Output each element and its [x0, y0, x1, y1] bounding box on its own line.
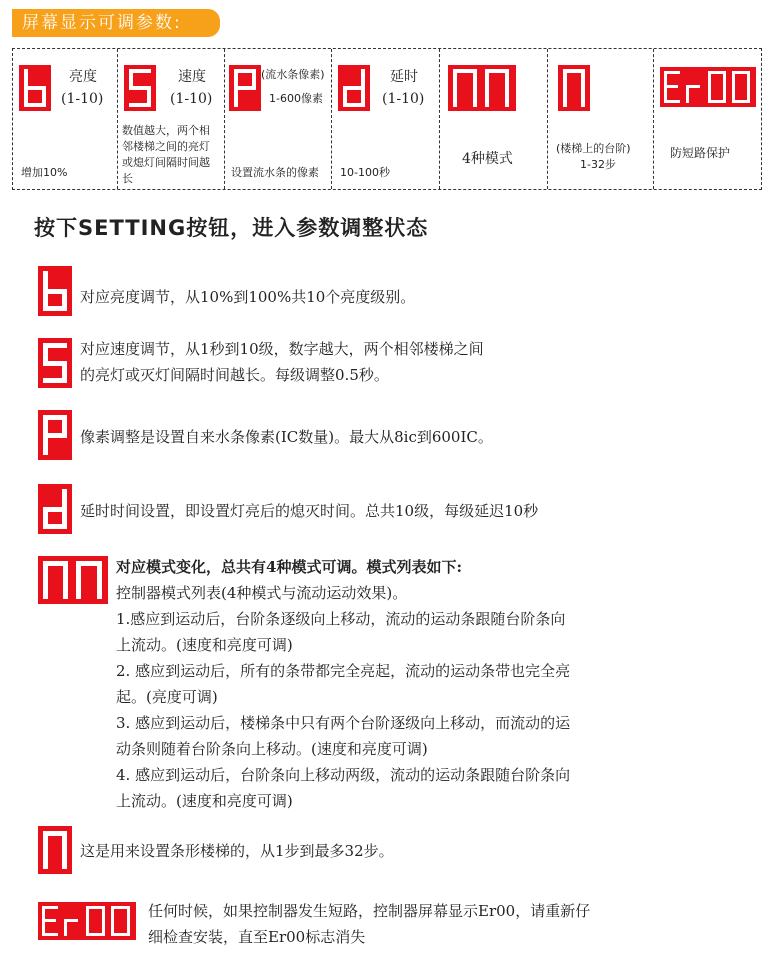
speed-note-2: 邻楼梯之间的亮灯 [122, 140, 210, 153]
steps-note-2: 1-32步 [580, 158, 616, 171]
page-heading: 按下SETTING按钮，进入参数调整状态 [34, 216, 429, 240]
cell-pixel [225, 49, 332, 189]
cell-brightness [13, 49, 118, 189]
brightness-label: 亮度 [69, 69, 97, 85]
pixel-label: (流水条像素) [261, 68, 325, 81]
delay-note: 10-100秒 [340, 166, 390, 179]
delay-range: (1-10) [382, 91, 425, 107]
item-b-text: 对应亮度调节，从10%到100%共10个亮度级别。 [80, 288, 416, 306]
item-nn-line-1: 控制器模式列表(4种模式与流动运动效果)。 [116, 584, 408, 602]
item-nn-line-7: 动条则随着台阶条向上移动。(速度和亮度可调) [116, 740, 428, 758]
seven-seg-n-icon [558, 65, 590, 111]
pixel-note: 设置流水条的像素 [231, 166, 319, 179]
pixel-range: 1-600像素 [269, 92, 323, 105]
brightness-note: 增加10% [21, 166, 68, 179]
delay-label: 延时 [390, 69, 418, 85]
item-nn-line-9: 上流动。(速度和亮度可调) [116, 792, 293, 810]
item-b-icon [38, 266, 72, 316]
item-nn-icon [38, 556, 108, 604]
protection-note: 防短路保护 [670, 146, 731, 160]
seven-seg-d-icon [338, 65, 370, 111]
item-nn-line-6: 3. 感应到运动后，楼梯条中只有两个台阶逐级向上移动，而流动的运 [116, 714, 571, 732]
seven-seg-p-icon [229, 65, 261, 111]
item-nn-line-3: 上流动。(速度和亮度可调) [116, 636, 293, 654]
item-er00-text-2: 细检查安装，直至Er00标志消失 [148, 928, 366, 946]
item-nn-line-8: 4. 感应到运动后，台阶条向上移动两级，流动的运动条跟随台阶条向 [116, 766, 571, 784]
speed-note-3: 或熄灯间隔时间越 [122, 156, 210, 169]
item-d-text: 延时时间设置，即设置灯亮后的熄灭时间。总共10级，每级延迟10秒 [80, 502, 539, 520]
item-nn-line-4: 2. 感应到运动后，所有的条带都完全亮起，流动的运动条带也完全亮 [116, 662, 571, 680]
item-s-icon [38, 338, 72, 388]
item-n-text: 这是用来设置条形楼梯的，从1步到最多32步。 [80, 842, 394, 860]
brightness-range: (1-10) [61, 91, 104, 107]
item-d-icon [38, 484, 72, 534]
item-n-icon [38, 826, 72, 874]
item-er00-text-1: 任何时候，如果控制器发生短路，控制器屏幕显示Er00，请重新仔 [148, 902, 591, 920]
item-s-text-2: 的亮灯或灭灯间隔时间越长。每级调整0.5秒。 [80, 366, 389, 384]
item-p-text: 像素调整是设置自来水条像素(IC数量)。最大从8ic到600IC。 [80, 428, 493, 446]
item-p-icon [38, 410, 72, 460]
steps-note-1: (楼梯上的台阶) [556, 142, 631, 155]
item-nn-line-5: 起。(亮度可调) [116, 688, 218, 706]
item-nn-line-2: 1.感应到运动后，台阶条逐级向上移动，流动的运动条跟随台阶条向 [116, 610, 566, 628]
speed-note-4: 长 [122, 172, 133, 185]
cell-steps [548, 49, 654, 189]
speed-range: (1-10) [170, 91, 213, 107]
cell-delay [332, 49, 440, 189]
cell-speed [118, 49, 225, 189]
cell-mode [440, 49, 548, 189]
seven-seg-nn-icon [448, 65, 516, 111]
seven-seg-b-icon [19, 65, 51, 111]
section-tag: 屏幕显示可调参数: [12, 9, 220, 37]
parameter-table [12, 48, 762, 190]
mode-note: 4种模式 [462, 151, 513, 167]
speed-label: 速度 [178, 69, 206, 85]
item-er00-icon [38, 902, 136, 940]
item-s-text-1: 对应速度调节，从1秒到10级，数字越大，两个相邻楼梯之间 [80, 340, 484, 358]
cell-protection [654, 49, 761, 189]
seven-seg-er00-icon [660, 67, 756, 107]
seven-seg-s-icon [124, 65, 156, 111]
item-nn-title: 对应模式变化，总共有4种模式可调。模式列表如下: [116, 558, 462, 576]
speed-note-1: 数值越大，两个相 [122, 124, 210, 137]
